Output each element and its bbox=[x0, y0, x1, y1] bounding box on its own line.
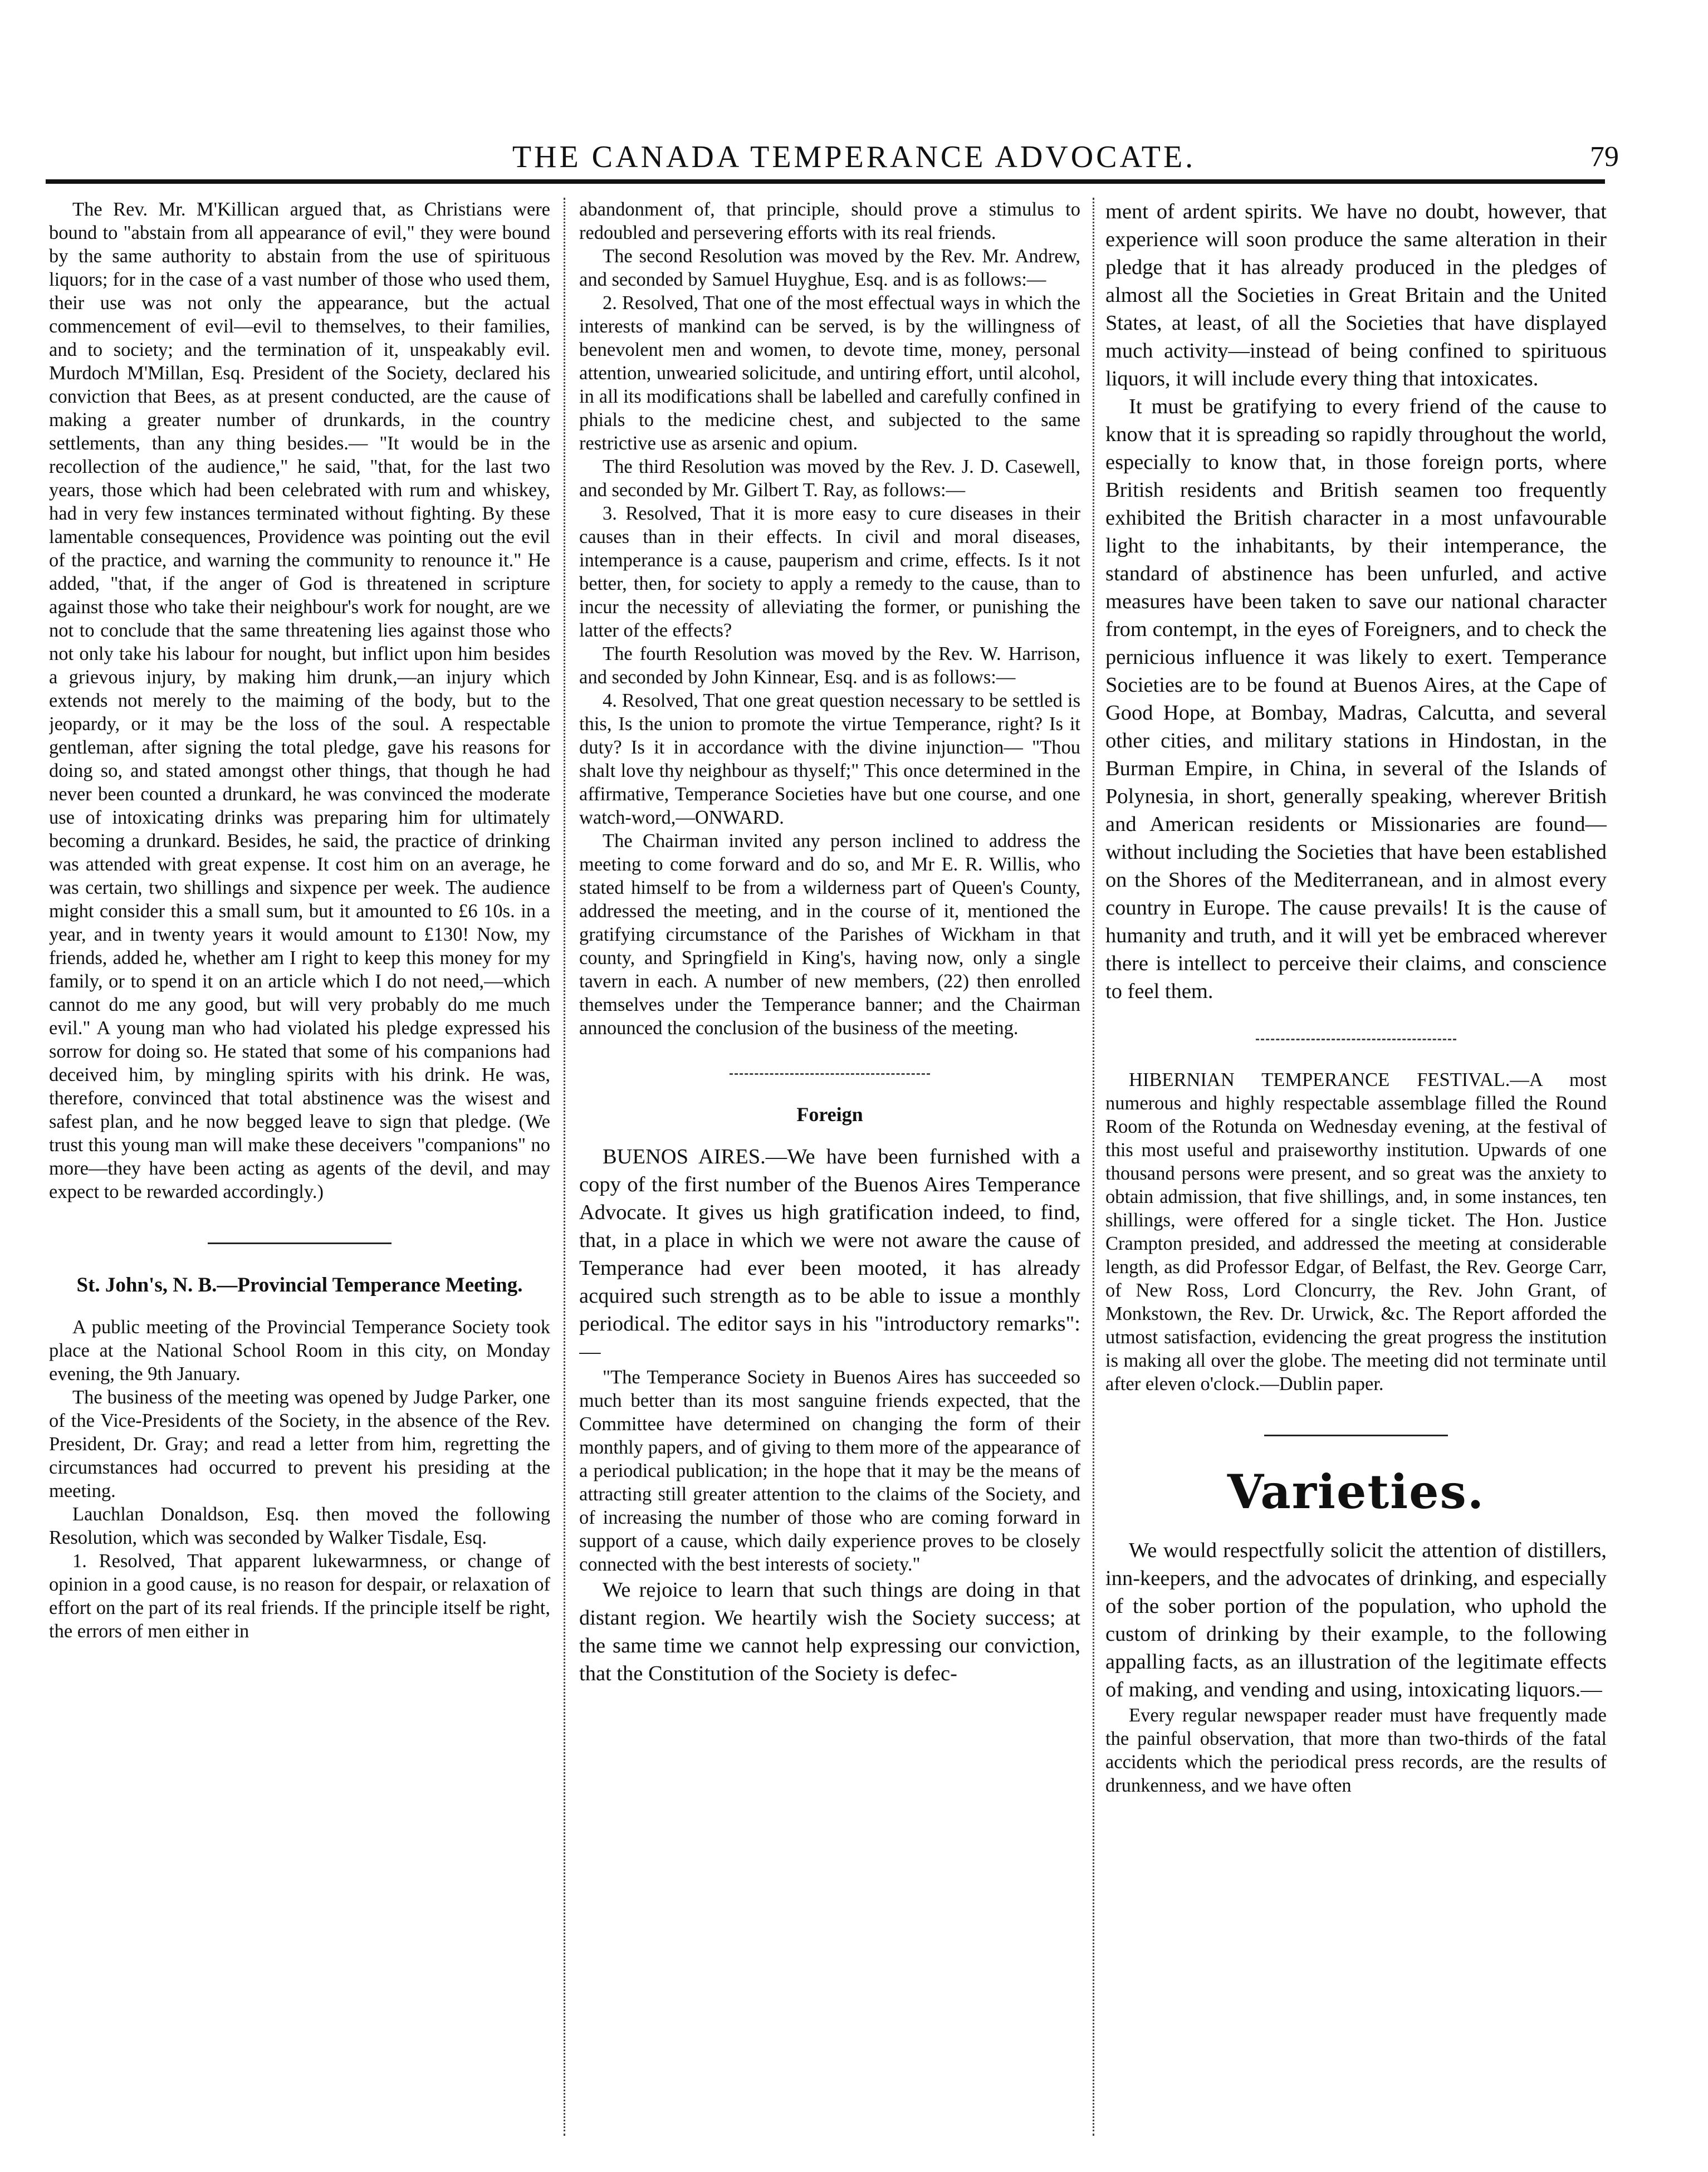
article-paragraph: We would respectfully solicit the attention of distillers, inn-keepers, and the advocates of drinking, and especially of the sober portion of the population, who uphold the custom of drinking by their example, to the following appalling facts, as an illustration of the legitimate effects of making, and vending and using, intoxicating liquors.— bbox=[1105, 1539, 1607, 1701]
article-paragraph: HIBERNIAN TEMPERANCE FESTIVAL.—A most numerous and highly respectable assemblage filled the Round Room of the Rotunda on Wednesday evening, at the festival of this most useful and praiseworthy institution. Upwards of one thousand persons were present, and so great was the anxiety to obtain admission, that five shillings, and, in some instances, ten shillings, were offered for a single ticket. The Hon. Justice Crampton presided, and addressed the meeting at considerable length, as did Professor Edgar, of Belfast, the Rev. George Carr, of New Ross, Lord Cloncurry, the Rev. John Grant, of Monkstown, the Rev. Dr. Urwick, &c. The Report afforded the utmost satisfaction, evidencing the great progress the institution is making all over the globe. The meeting did not terminate until after eleven o'clock.—Dublin paper. bbox=[1105, 1069, 1607, 1395]
column-2 bbox=[579, 198, 1080, 2136]
resolution-paragraph: 4. Resolved, That one great question necessary to be settled is this, Is the union to promote the virtue Temperance, right? Is it duty? Is it in accordance with the divine injunction— "Thou shalt love thy neighbour as thyself;" This once determined in the affirmative, Temperance Societies have but one course, and one watch-word,—ONWARD. bbox=[579, 690, 1080, 828]
article-paragraph: The third Resolution was moved by the Rev. J. D. Casewell, and seconded by Mr. Gilbert T. Ray, as follows:— bbox=[579, 456, 1080, 501]
page-number: 79 bbox=[1590, 141, 1619, 173]
article-paragraph: ment of ardent spirits. We have no doubt, however, that experience will soon produce the same alteration in their pledge that it has already produced in the pledges of almost all the Societies in Great Britain and the United States, at least, of all the Societies that have displayed much activity—instead of being confined to spirituous liquors, it will include every thing that intoxicates. bbox=[1105, 200, 1607, 390]
resolution-paragraph: 2. Resolved, That one of the most effectual ways in which the interests of mankind can be served, is by the willingness of benevolent men and women, to devote time, money, personal attention, unwearied solicitude, and untiring effort, until alcohol, in all its modifications shall be labelled and carefully confined in phials to the medicine chest, and subjected to the same restrictive use as arsenic and opium. bbox=[579, 292, 1080, 454]
article-paragraph: The fourth Resolution was moved by the Rev. W. Harrison, and seconded by John Kinnear, Esq. and is as follows:— bbox=[579, 643, 1080, 688]
section-heading: Foreign bbox=[796, 1103, 863, 1126]
article-paragraph: Lauchlan Donaldson, Esq. then moved the following Resolution, which was seconded by Walker Tisdale, Esq. bbox=[49, 1504, 550, 1548]
article-heading: St. John's, N. B.—Provincial Temperance Meeting. bbox=[76, 1274, 523, 1297]
section-rule bbox=[1264, 1435, 1448, 1436]
section-heading: Varieties. bbox=[1227, 1464, 1485, 1519]
article-paragraph: A public meeting of the Provincial Temperance Society took place at the National School Room in this city, on Monday evening, the 9th January. bbox=[49, 1317, 550, 1385]
column-3 bbox=[1105, 198, 1607, 2136]
article-paragraph: The business of the meeting was opened by Judge Parker, one of the Vice-Presidents of the Society, in the absence of the Rev. President, Dr. Gray; and read a letter from him, regretting the circumstances had occurred to prevent his presiding at the meeting. bbox=[49, 1387, 550, 1501]
column-1 bbox=[49, 198, 550, 2136]
article-paragraph: Every regular newspaper reader must have frequently made the painful observation, that more than two-thirds of the fatal accidents which the periodical press records, are the results of drunkenness, and we have often bbox=[1105, 1705, 1607, 1796]
article-paragraph: The second Resolution was moved by the Rev. Mr. Andrew, and seconded by Samuel Huyghue, Esq. and is as follows:— bbox=[579, 246, 1080, 290]
top-rule bbox=[46, 179, 1605, 184]
column-divider bbox=[1093, 198, 1094, 2136]
article-paragraph: We rejoice to learn that such things are doing in that distant region. We heartily wish the Society success; at the same time we cannot help expressing our conviction, that the Constitution of the Society is defec- bbox=[579, 1578, 1080, 1685]
article-paragraph: BUENOS AIRES.—We have been furnished with a copy of the first number of the Buenos Aires Temperance Advocate. It gives us high gratification indeed, to find, that, in a place in which we were not aware the cause of Temperance had ever been mooted, it has already acquired such strength as to be able to issue a monthly periodical. The editor says in his "introductory remarks":— bbox=[579, 1145, 1080, 1363]
article-paragraph: The Chairman invited any person inclined to address the meeting to come forward and do so, and Mr E. R. Willis, who stated himself to be from a wilderness part of Queen's County, addressed the meeting, and in the course of it, mentioned the gratifying circumstance of the Parishes of Wickham in that county, and Springfield in King's, having now, only a single tavern in each. A number of new members, (22) then enrolled themselves under the Temperance banner; and the Chairman announced the conclusion of the business of the meeting. bbox=[579, 830, 1080, 1039]
article-paragraph: abandonment of, that principle, should prove a stimulus to redoubled and persevering efforts with its real friends. bbox=[579, 199, 1080, 243]
newspaper-title: THE CANADA TEMPERANCE ADVOCATE. bbox=[512, 140, 1196, 174]
section-rule bbox=[730, 1073, 930, 1075]
section-rule bbox=[208, 1242, 391, 1244]
section-rule bbox=[1256, 1039, 1456, 1040]
quoted-paragraph: "The Temperance Society in Buenos Aires has succeeded so much better than its most sanguine friends expected, that the Committee have determined on changing the form of their monthly papers, and of giving to them more of the appearance of a periodical publication; in the hope that it may be the means of attracting still greater attention to the claims of the Society, and of increasing the number of those who are coming forward in support of a cause, which daily experience proves to be closely connected with the best interests of society." bbox=[579, 1367, 1080, 1575]
resolution-paragraph: 3. Resolved, That it is more easy to cure diseases in their causes than in their effects. In civil and moral diseases, intemperance is a cause, pauperism and crime, effects. Is it not better, then, for society to apply a remedy to the cause, than to incur the necessity of alleviating the former, or punishing the latter of the effects? bbox=[579, 503, 1080, 641]
resolution-paragraph: 1. Resolved, That apparent lukewarmness, or change of opinion in a good cause, is no reason for despair, or relaxation of effort on the part of its real friends. If the principle itself be right, the errors of men either in bbox=[49, 1550, 550, 1642]
article-paragraph: The Rev. Mr. M'Killican argued that, as Christians were bound to "abstain from all appearance of evil," they were bound by the same authority to abstain from the use of spirituous liquors; for in the case of a vast number of those who used them, their use was not only the appearance, but the actual commencement of evil—evil to themselves, to their families, and to society; and the termination of it, unspeakably evil. Murdoch M'Millan, Esq. President of the Society, declared his conviction that Bees, as at present conducted, are the cause of making a greater number of drunkards, in the country settlements, than any thing besides.— "It would be in the recollection of the audience," he said, "that, for the last two years, those which had been celebrated with rum and whiskey, had in very few instances terminated without fighting. By these lamentable consequences, Providence was pointing out the evil of the practice, and warning the community to renounce it." He added, "that, if the anger of God is threatened in scripture against those who take their neighbour's work for nought, are we not to conclude that the same threatening lies against those who not only take his labour for nought, but inflict upon him besides a grievous injury, by making him drunk,—an injury which extends not merely to the maiming of the body, but to the jeopardy, or it may be the loss of the soul. A respectable gentleman, after signing the total pledge, gave his reasons for doing so, and stated amongst other things, that though he had never been counted a drunkard, he was convinced the moderate use of intoxicating drinks was preparing him for ultimately becoming a drunkard. Besides, he said, the practice of drinking was attended with great expense. It cost him on an average, he was certain, two shillings and sixpence per week. The audience might consider this a small sum, but it amounted to £6 10s. in a year, and in twenty years it would amount to £130! Now, my friends, added he, whether am I right to keep this money for my family, or to spend it on an article which I do not need,—which cannot do me any good, but will very probably do me much evil." A young man who had violated his pledge expressed his sorrow for doing so. He stated that some of his companions had deceived him, by mingling spirits with his drink. He was, therefore, convinced that total abstinence was the wisest and safest plan, and he now begged leave to sign that pledge. (We trust this young man will make these deceivers "companions" no more—they have been acting as agents of the devil, and may expect to be rewarded accordingly.) bbox=[49, 199, 550, 1202]
article-paragraph: It must be gratifying to every friend of the cause to know that it is spreading so rapidly throughout the world, especially to know that, in those foreign ports, where British residents and British seamen too frequently exhibited the British character in a most unfavourable light to the inhabitants, by their intemperance, the standard of abstinence has been unfurled, and active measures have been taken to save our national character from contempt, in the eyes of Foreigners, and to check the pernicious influence it was likely to exert. Temperance Societies are to be found at Buenos Aires, at the Cape of Good Hope, at Bombay, Madras, Calcutta, and several other cities, and military stations in Hindostan, in the Burman Empire, in China, in several of the Islands of Polynesia, in short, generally speaking, wherever British and American residents or Missionaries are found—without including the Societies that have been established on the Shores of the Mediterranean, and in almost every country in Europe. The cause prevails! It is the cause of humanity and truth, and it will yet be embraced wherever there is intellect to perceive their claims, and conscience to feel them. bbox=[1105, 395, 1607, 1003]
column-divider bbox=[564, 198, 565, 2136]
